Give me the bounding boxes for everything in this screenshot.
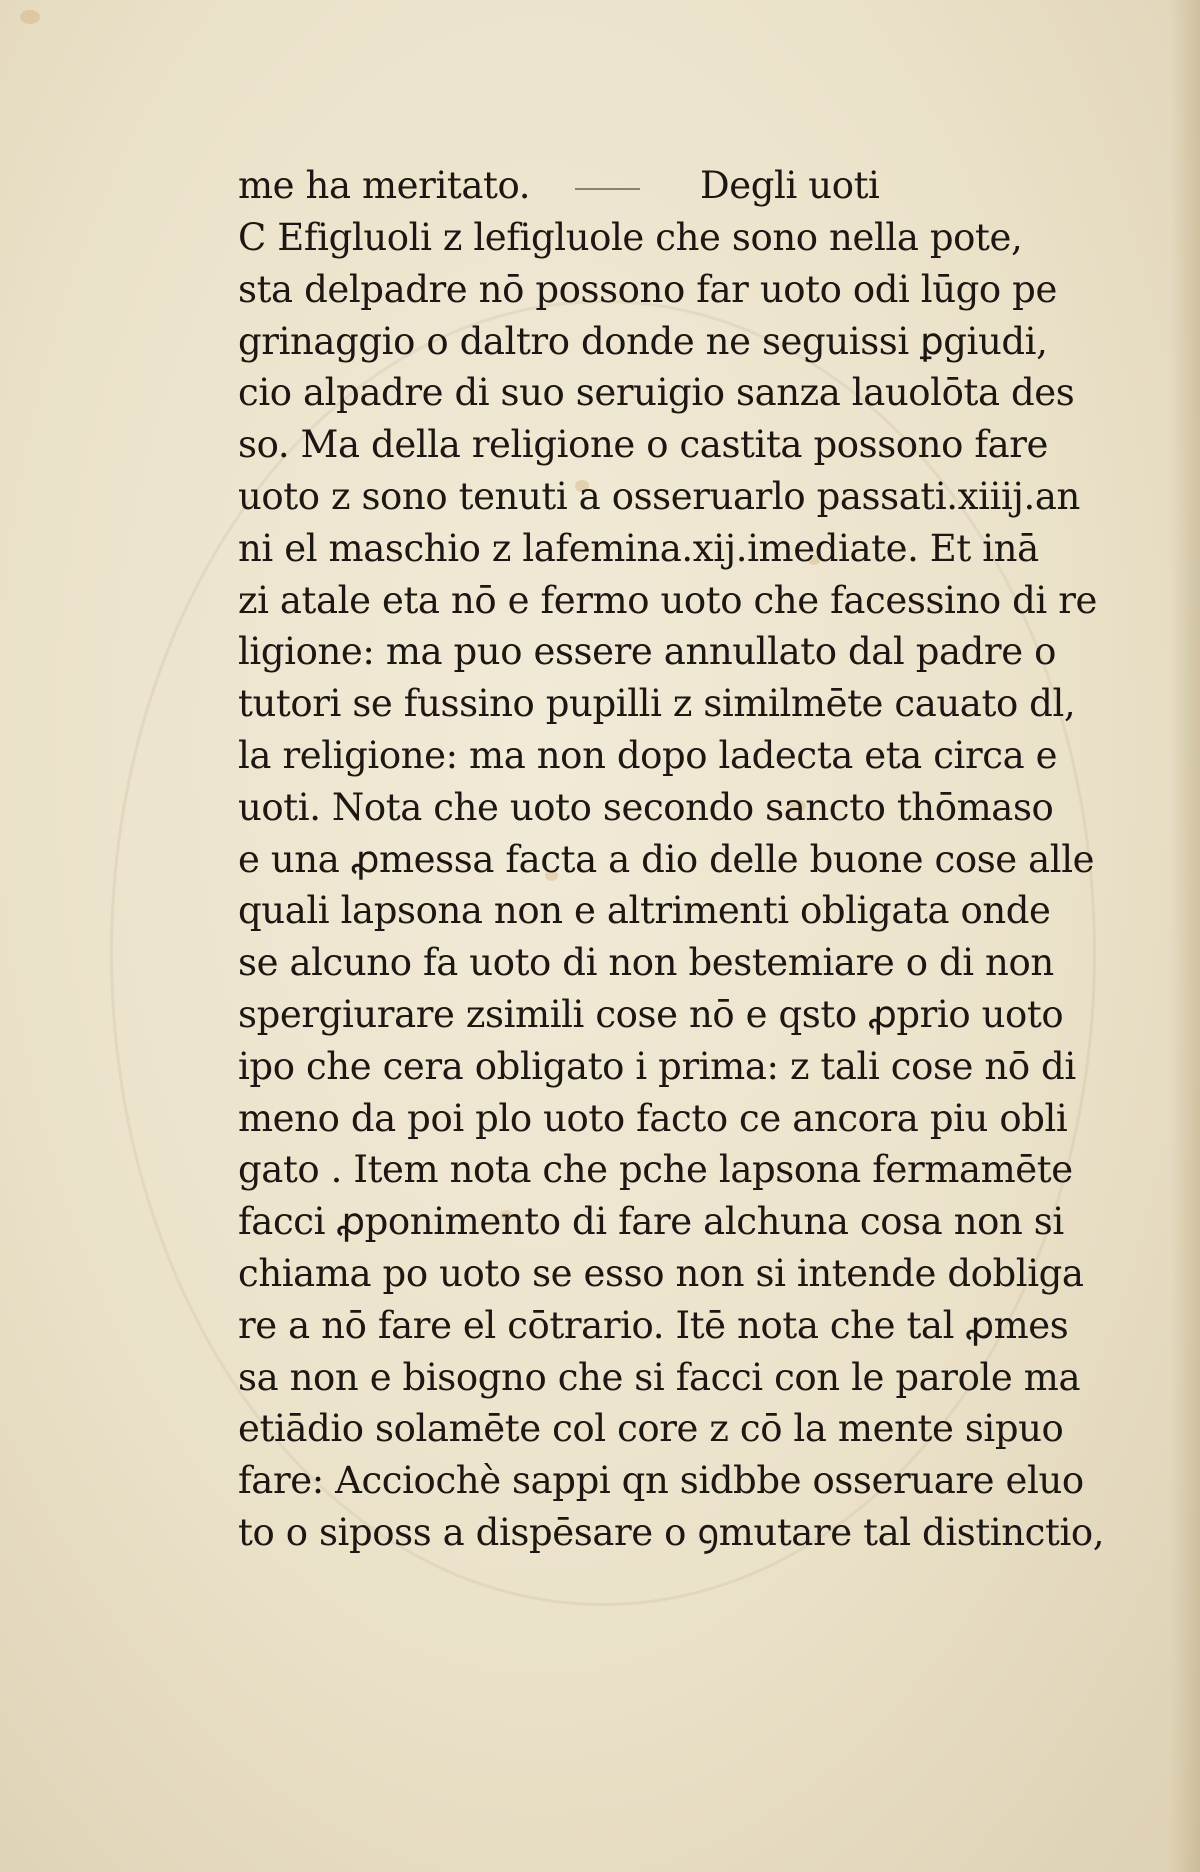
text-line: quali lapsona non e altrimenti obligata onde	[238, 889, 1051, 933]
text-line: ipo che cera obligato i prima: z tali cose nō di	[238, 1044, 1076, 1088]
text-line: la religione: ma non dopo ladecta eta circa e	[238, 733, 1058, 777]
header-rule	[575, 188, 640, 190]
text-line: chiama po uoto se esso non si intende dobliga	[238, 1251, 1084, 1295]
text-line: to o siposs a dispēsare o ꝯmutare tal distinctio,	[238, 1510, 1105, 1554]
text-line: sa non e bisogno che si facci con le parole ma	[238, 1355, 1081, 1399]
running-header-right: Degli uoti	[700, 164, 880, 207]
text-line: gato . Item nota che pche lapsona fermamēte	[238, 1148, 1073, 1192]
text-line: fare: Acciochè sappi qn sidbbe osseruare eluo	[238, 1459, 1084, 1503]
text-line: grinaggio o daltro donde ne seguissi ꝑgiudi,	[238, 319, 1048, 363]
text-line: so. Ma della religione o castita possono fare	[238, 423, 1049, 467]
text-line: C Efigluoli z lefigluole che sono nella pote,	[238, 216, 1023, 259]
body-text	[238, 212, 1105, 1559]
foxing-spot	[20, 10, 40, 24]
running-header-left: me ha meritato.	[238, 164, 531, 207]
text-line: e una ꝓmessa facta a dio delle buone cose alle	[238, 837, 1095, 881]
text-line: re a nō fare el cōtrario. Itē nota che tal ꝓmes	[238, 1303, 1069, 1347]
page-edge	[1170, 0, 1200, 1872]
text-line: ni el maschio z lafemina.xij.imediate. Et inā	[238, 526, 1039, 570]
text-line: zi atale eta nō e fermo uoto che facessino di re	[238, 578, 1098, 622]
text-line: ligione: ma puo essere annullato dal padre o	[238, 630, 1056, 674]
text-line: spergiurare zsimili cose nō e qsto ꝓprio uoto	[238, 992, 1064, 1036]
text-line: facci ꝓponimento di fare alchuna cosa non si	[238, 1200, 1064, 1244]
text-line: uoti. Nota che uoto secondo sancto thōmaso	[238, 785, 1054, 829]
text-line: se alcuno fa uoto di non bestemiare o di non	[238, 941, 1054, 985]
text-line: meno da poi plo uoto facto ce ancora piu obli	[238, 1096, 1068, 1140]
text-line: etiādio solamēte col core z cō la mente sipuo	[238, 1407, 1064, 1451]
text-line: cio alpadre di suo seruigio sanza lauolōta des	[238, 371, 1075, 415]
text-line: sta delpadre nō possono far uoto odi lūgo pe	[238, 267, 1057, 311]
text-line: uoto z sono tenuti a osseruarlo passati.xiiij.an	[238, 474, 1080, 518]
text-line: tutori se fussino pupilli z similmēte cauato dl,	[238, 682, 1076, 726]
